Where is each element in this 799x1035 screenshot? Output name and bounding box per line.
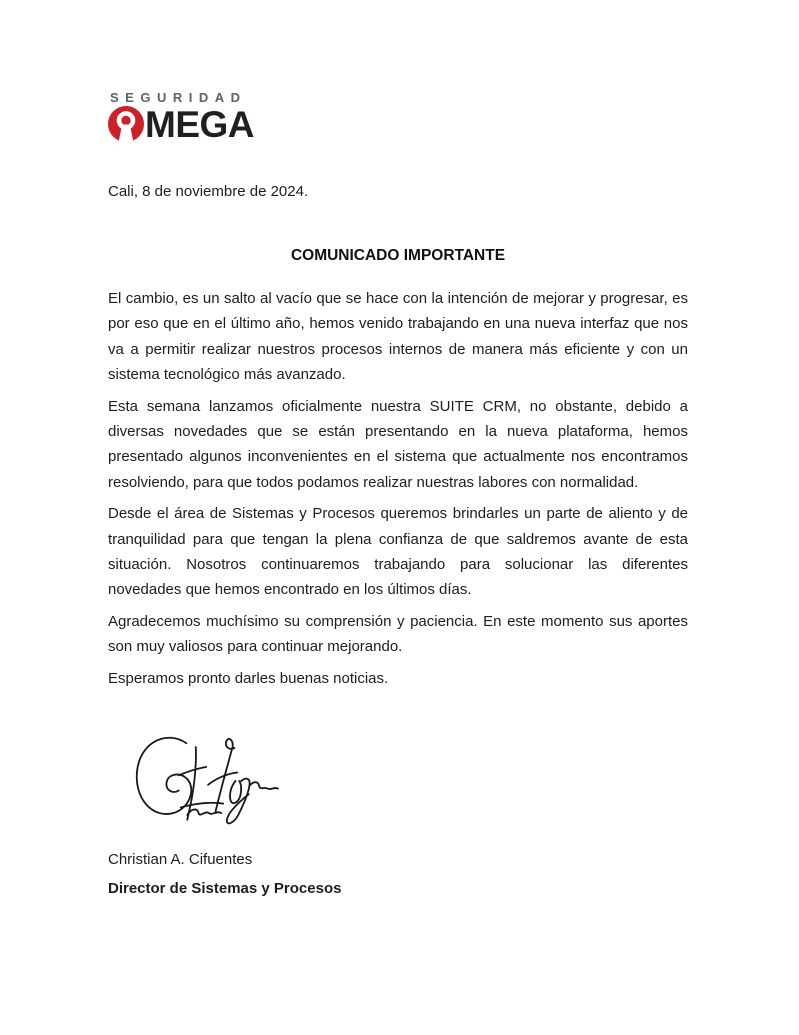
letter-title: COMUNICADO IMPORTANTE [290, 247, 506, 264]
handwritten-signature-image [124, 725, 294, 837]
letter-body [108, 286, 688, 691]
signer-role: Director de Sistemas y Procesos [108, 880, 342, 898]
signature-block [124, 725, 688, 837]
keyhole-icon [108, 106, 144, 143]
logo-bottom-row [108, 106, 258, 143]
paragraph-1: El cambio, es un salto al vacío que se hace con la intención de mejorar y progresar, es por eso que en el último año, hemos venido trabajando en una nueva interfaz que nos va a permitir realizar nuestros procesos internos de manera más eficiente y con un sistema tecnológico más avanzado. [108, 290, 688, 384]
paragraph-2: Esta semana lanzamos oficialmente nuestra SUITE CRM, no obstante, debido a diversas novedades que se están presentando en la nueva plataforma, hemos presentado algunos inconvenientes en el sistema que actualmente nos encontramos resolviendo, para que todos podamos realizar nuestras labores con normalidad. [108, 397, 688, 491]
paragraph-4: Agradecemos muchísimo su comprensión y paciencia. En este momento sus aportes son muy valiosos para continuar mejorando. [108, 612, 688, 656]
company-logo [108, 90, 258, 143]
logo-brand-word: MEGA [145, 104, 254, 145]
logo-top-word: SEGURIDAD [110, 90, 247, 105]
paragraph-3: Desde el área de Sistemas y Procesos queremos brindarles un parte de aliento y de tranquilidad para que tengan la plena confianza de que saldremos avante de esta situación. Nosotros continuaremos trabajando para solucionar las diferentes novedades que hemos encontrado en los últimos días. [108, 505, 688, 599]
signer-name: Christian A. Cifuentes [108, 851, 253, 869]
paragraph-5: Esperamos pronto darles buenas noticias. [108, 669, 389, 687]
letter-date: Cali, 8 de noviembre de 2024. [108, 183, 309, 200]
